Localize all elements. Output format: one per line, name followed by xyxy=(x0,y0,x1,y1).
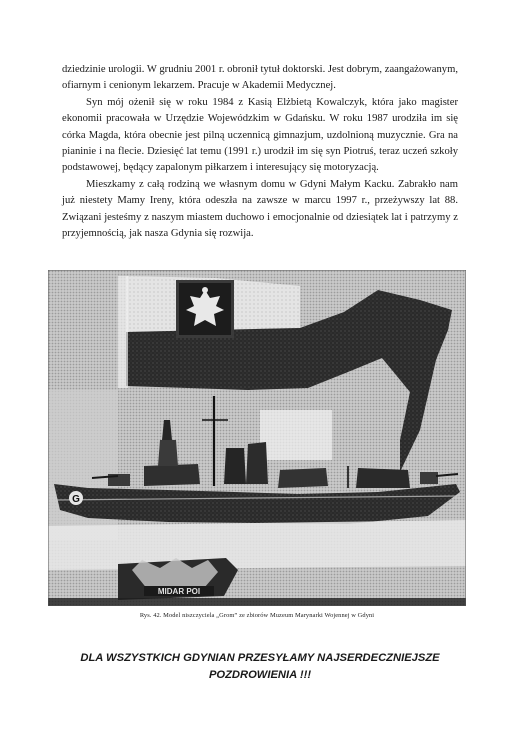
coat-of-arms-icon xyxy=(176,280,234,338)
figure-caption: Rys. 42. Model niszczyciela „Grom” ze zbiorów Muzeum Marynarki Wojennej w Gdyni xyxy=(139,612,375,619)
paragraph-3: Mieszkamy z całą rodziną we własnym domu w Gdyni Małym Kacku. Zabrakło nam już niestety Mamy Ireny, która odeszła na zawsze w marcu 1997 r., przeżywszy lat 88. Związani jesteśmy z naszym miastem duchowo i emocjonalnie od dziesiątek lat i patrzymy z przyjemnością, jak nasza Gdynia się rozwija. xyxy=(62,178,458,240)
museum-plaque xyxy=(118,558,238,600)
paragraph-2: Syn mój ożenił się w roku 1984 z Kasią Elżbietą Kowalczyk, która jako magister ekonomii pracowała w Urzędzie Wojewódzkim w Gdańsku. W roku 1987 urodziła im się córka Magda, która obecnie jest pilną uczennicą gimnazjum, uzdolnioną muzycznie. Gra na pianinie i na flecie. Dziesięć lat temu (1991 r.) urodził im się syn Piotruś, teraz uczeń szkoły podstawowej, będący zapalonym piłkarzem i interesujący się motoryzacją. xyxy=(62,96,458,174)
closing-line-1: DLA WSZYSTKICH GDYNIAN PRZESYŁAMY NAJSERDECZNIEJSZE xyxy=(80,652,440,664)
closing-line-2: POZDROWIENIA !!! xyxy=(208,669,312,681)
closing-greeting xyxy=(40,650,480,684)
body-text xyxy=(62,62,458,242)
plaque-text: MIDAR POI xyxy=(157,587,201,596)
ship-model-photo xyxy=(48,270,466,606)
paragraph-1: dziedzinie urologii. W grudniu 2001 r. obronił tytuł doktorski. Jest dobrym, zaangażowanym, ofiarnym i cenionym lekarzem. Pracuje w Akademii Medycznej. xyxy=(62,64,458,92)
hull-letter: G xyxy=(72,494,80,505)
